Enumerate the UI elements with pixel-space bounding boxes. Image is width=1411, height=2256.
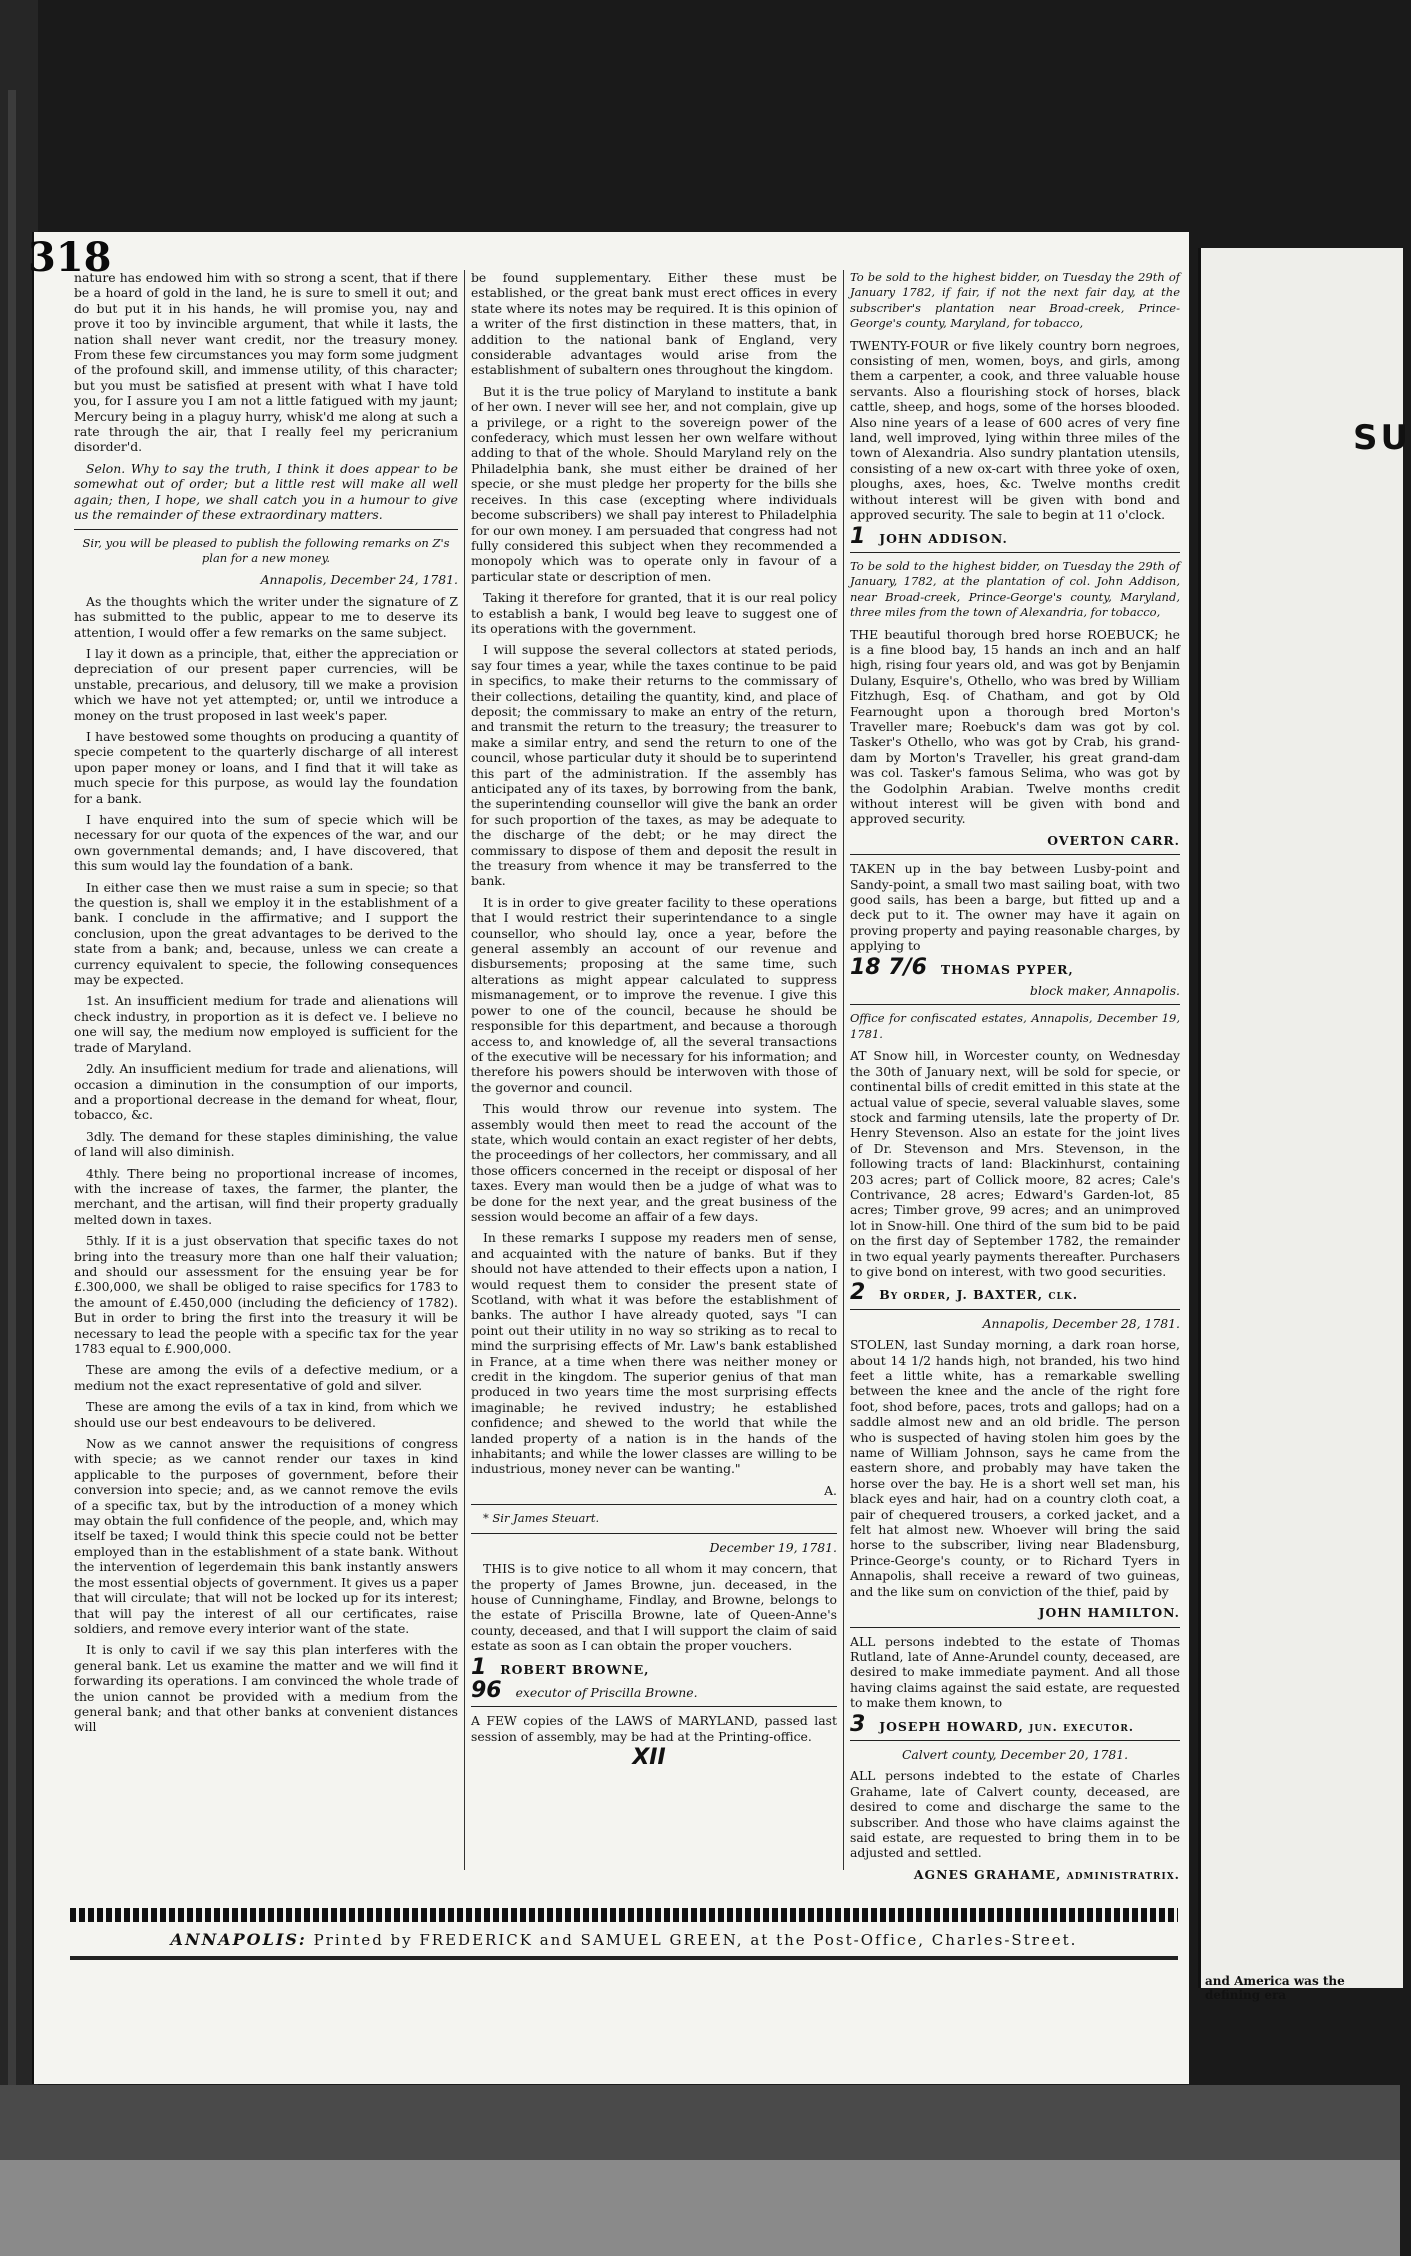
- dialogue-paragraph: Selon. Why to say the truth, I think it does appear to be somewhat out of order; but a little rest will make all well again; then, I hope, we shall catch you in a humour to give us the remainder of these extraordinary matters.: [74, 460, 458, 523]
- horse-sale-heading: To be sold to the highest bidder, on Tuesday the 29th of January, 1782, at the plantation of col. John Addison, near Broad-creek, Prince-George's county, Maryland, three miles from the town of Alexandria, for tobacco,: [850, 558, 1180, 620]
- signature-name: JOHN HAMILTON.: [1038, 1605, 1180, 1621]
- divider: [471, 1504, 837, 1505]
- divider: [74, 529, 458, 530]
- laws-notice: A FEW copies of the LAWS of MARYLAND, passed last session of assembly, may be had at the Printing-office.: [471, 1713, 837, 1744]
- signature-name: AGNES GRAHAME, administratrix.: [913, 1866, 1180, 1882]
- scanner-bed-light: [0, 2160, 1400, 2256]
- divider: [471, 1533, 837, 1534]
- signature-title: executor of Priscilla Browne.: [515, 1684, 698, 1700]
- divider: [850, 1627, 1180, 1628]
- signature-name: JOSEPH HOWARD, jun. executor.: [879, 1718, 1135, 1734]
- article-paragraph: It is in order to give greater facility to these operations that I would restrict their superintendance to a single counsellor, who should lay, once a year, before the general assembly an account of our revenue and disbursements; proposing at the same time, such alterations as might appear calculated to suppress mismanagement, or to improve the revenue. I give this power to one of the council, because he should be responsible for this department, and because a thorough access to, and knowledge of, all the several transactions of the executive will be necessary for his information; and therefore his powers should be interwoven with those of the governor and council.: [471, 894, 837, 1095]
- article-paragraph: In these remarks I suppose my readers men of sense, and acquainted with the nature of banks. But if they should not have attended to their effects upon a nation, I would request them to consider the present state of Scotland, with what it was before the establishment of banks. The author I have already quoted, says "I can point out their utility in no way so striking as to recal to mind the surprising effects of Mr. Law's bank established in France, at a time when there was neither money or credit in the kingdom. The superior genius of that man produced in two years time the most surprising effects imaginable; he revived industry; he established confidence; and shewed to the world that while the landed property of a nation is in the hands of the inhabitants; and while the lower classes are willing to be industrious, money never can be wanting.": [471, 1230, 837, 1477]
- stolen-dateline: Annapolis, December 28, 1781.: [982, 1315, 1180, 1331]
- signature-name: ROBERT BROWNE,: [500, 1661, 650, 1677]
- sale-signature: [850, 523, 1180, 549]
- handwritten-mark: 96: [471, 1677, 502, 1703]
- letter-request: Sir, you will be pleased to publish the following remarks on Z's plan for a new money.: [82, 535, 450, 565]
- notice-date: December 19, 1781.: [709, 1539, 837, 1555]
- article-paragraph: I lay it down as a principle, that, either the appreciation or depreciation of our present paper currencies, will be unstable, precarious, and delusory, till we make a provision which we have not yet attempted; or, until we introduce a money on the trust proposed in last week's paper.: [74, 645, 458, 723]
- signature-name: THOMAS PYPER,: [940, 961, 1074, 977]
- article-paragraph: Now as we cannot answer the requisitions of congress with specie; as we cannot render our taxes in kind applicable to the purposes of government, before their conversion into specie; and, as we cannot remove the evils of a specific tax, but by the introduction of a money which may obtain the full confidence of the people, and, which may itself be taxed; I would think this specie could not be better employed than in the establishment of a state bank. Without the intervention of legerdemain this bank instantly answers the most essential objects of government. It gives us a paper that will circulate; that will not be locked up for its interest; that will pay the interest of all our certificates, raise soldiers, and remove every interior want of the state.: [74, 1436, 458, 1636]
- notice-browne-title: [471, 1677, 837, 1703]
- signature-title: block maker, Annapolis.: [1029, 983, 1180, 999]
- article-paragraph: 2dly. An insufficient medium for trade and alienations, will occasion a diminution in the consumption of our imports, and a proportional decrease in the demand for wheat, flour, tobacco, &c.: [74, 1061, 458, 1123]
- handwritten-mark: 3: [850, 1711, 866, 1737]
- signature-name: OVERTON CARR.: [1047, 832, 1180, 848]
- boat-signature: [850, 954, 1180, 980]
- office-signature: [850, 1280, 1180, 1306]
- handwritten-amount: 18 7/6: [850, 954, 927, 980]
- divider: [471, 1706, 837, 1707]
- sale-body: TWENTY-FOUR or five likely country born negroes, consisting of men, women, boys, and girls, among them a carpenter, a cook, and three valuable house servants. Also a flourishing stock of horses, black cattle, sheep, and hogs, some of the horses blooded. Also nine years of a lease of 600 acres of very fine land, well improved, lying within three miles of the town of Alexandria. Also sundry plantation utensils, consisting of a new ox-cart with three yoke of oxen, ploughs, axes, hoes, &c. Twelve months credit without interest will be given with bond and approved security. The sale to begin at 11 o'clock.: [850, 337, 1180, 523]
- laws-mark: [471, 1745, 837, 1771]
- handwritten-mark: 1: [471, 1654, 487, 1680]
- divider: [850, 1740, 1180, 1741]
- adjacent-page-title: SU: [1353, 418, 1411, 458]
- article-paragraph: 5thly. If it is a just observation that specific taxes do not bring into the treasury more than one half their valuation; and should our assessment for the ensuing year be for £.300,000, we shall be obliged to raise specifics for 1783 to the amount of £.450,000 (including the deficiency of 1782). But in order to bring the first into the treasury it will be necessary to lead the people with a specific tax for the year 1783 equal to £.900,000.: [74, 1233, 458, 1356]
- article-paragraph: I have bestowed some thoughts on producing a quantity of specie competent to the quarterly discharge of all interest upon paper money or loans, and I find that it will take as much specie for this purpose, as would lay the foundation for a bank.: [74, 728, 458, 806]
- signature-name: By order, J. BAXTER, clk.: [879, 1287, 1079, 1303]
- office-notice: AT Snow hill, in Worcester county, on Wednesday the 30th of January next, will be sold for specie, or continental bills of credit emitted in this state at the actual value of specie, several valuable slaves, some stock and farming utensils, late the property of Dr. Henry Stevenson. Also an estate for the joint lives of Dr. Stevenson and Mrs. Stevenson, in the following tracts of land: Blackinhurst, containing 203 acres; part of Collick moore, 82 acres; Cale's Contrivance, 28 acres; Edward's Garden-lot, 85 acres; Timber grove, 99 acres; and an unimproved lot in Snow-hill. One third of the sum bid to be paid on the first day of September 1782, the remainder in two equal yearly payments thereafter. Purchasers to give bond on interest, with two good securities.: [850, 1048, 1180, 1279]
- article-paragraph: I have enquired into the sum of specie which will be necessary for our quota of the expences of the war, and our own governmental demands; and, I have discovered, that this sum would lay the foundation of a bank.: [74, 812, 458, 874]
- imprint-place: ANNAPOLIS:: [170, 1930, 307, 1949]
- sale-heading: To be sold to the highest bidder, on Tuesday the 29th of January 1782, if fair, if not the next fair day, at the subscriber's plantation near Broad-creek, Prince-George's county, Maryland, for tobacco,: [850, 270, 1180, 331]
- article-continuation: nature has endowed him with so strong a scent, that if there be a hoard of gold in the land, he is sure to smell it out; and do but put it in his hands, he will promise you, nay and prove it too by invincible argument, that while it lasts, the nation shall never want credit, nor the treasury money. From these few circumstances you may form some judgment of the profound skill, and immense utility, of this character; but you must be satisfied at present with what I have told you, for I assure you I am not a little fatigued with my jaunt; Mercury being in a plaguy hurry, whisk'd me along at such a rate through the air, that I really feel my pericranium disorder'd.: [74, 270, 458, 455]
- signature-name: JOHN ADDISON.: [879, 530, 1008, 546]
- adjacent-page: [1198, 248, 1411, 2002]
- calvert-notice: ALL persons indebted to the estate of Charles Grahame, late of Calvert county, deceased, are desired to come and discharge the same to the subscriber. And those who have claims against the said estate, are requested to bring them in to be adjusted and settled.: [850, 1768, 1180, 1861]
- column-middle: [471, 270, 837, 1774]
- handwritten-mark: XII: [632, 1745, 666, 1771]
- office-heading: Office for confiscated estates, Annapolis, December 19, 1781.: [850, 1011, 1180, 1041]
- article-paragraph: Taking it therefore for granted, that it is our real policy to establish a bank, I would beg leave to suggest one of its operations with the government.: [471, 590, 837, 636]
- ornament-border: [70, 1908, 1178, 1922]
- article-paragraph: be found supplementary. Either these must be established, or the great bank must erect offices in every state where its notes may be required. It is this opinion of a writer of the first distinction in these matters, that, in addition to the national bank of England, very considerable advantages would arise from the establishment of subaltern ones throughout the kingdom.: [471, 270, 837, 378]
- handwritten-mark: 1: [850, 523, 866, 549]
- adjacent-page-bottom-line: and America was the defining era: [1205, 1974, 1345, 2002]
- page-number: 318: [28, 234, 112, 281]
- article-signoff: A.: [824, 1482, 837, 1498]
- article-paragraph: But it is the true policy of Maryland to institute a bank of her own. I never will see her, and not complain, give up a privilege, or a right to the sovereign power of the confederacy, which must lessen her own welfare without adding to that of the whole. Should Maryland rely on the Philadelphia bank, she must either be drained of her specie, or she must pledge her property for the bills she receives. In this case (excepting where individuals become subscribers) we shall pay interest to Philadelphia for our own money. I am persuaded that congress had not fully considered this subject when they recommended a monopoly which was to operate only in favour of a particular state or description of men.: [471, 383, 837, 584]
- ornament-rule: [70, 1956, 1178, 1960]
- column-rule: [464, 270, 465, 1870]
- article-paragraph: In either case then we must raise a sum in specie; so that the question is, shall we employ it in the establishment of a bank. I conclude in the affirmative; and I support the conclusion, upon the great advantages to be derived to the state from a bank; and, because, unless we can create a currency equivalent to specie, the following consequences may be expected.: [74, 879, 458, 988]
- stolen-horse-notice: STOLEN, last Sunday morning, a dark roan horse, about 14 1/2 hands high, not branded, his two hind feet a little white, has a remarkable swelling between the knee and the ancle of the right fore foot, shod before, paces, trots and gallops; had on a saddle almost new and an old bridle. The person who is suspected of having stolen him goes by the name of William Johnson, says he came from the eastern shore, and probably may have taken the horse over the bay. He is a short well set man, his black eyes and hair, had on a country cloth coat, a pair of chequered trousers, a corked jacket, and a felt hat almost new. Whoever will bring the said horse to the subscriber, living near Bladensburg, Prince-George's county, or to Richard Tyers in Annapolis, shall receive a reward of two guineas, and the like sum on conviction of the thief, paid by: [850, 1337, 1180, 1599]
- calvert-dateline: Calvert county, December 20, 1781.: [901, 1746, 1129, 1762]
- article-paragraph: These are among the evils of a tax in kind, from which we should use our best endeavours to be delivered.: [74, 1399, 458, 1430]
- boat-notice: TAKEN up in the bay between Lusby-point and Sandy-point, a small two mast sailing boat, with two good sails, has been a barge, but fitted up and a deck put to it. The owner may have it again on proving property and paying reasonable charges, by applying to: [850, 861, 1180, 954]
- divider: [850, 1004, 1180, 1005]
- article-paragraph: It is only to cavil if we say this plan interferes with the general bank. Let us examine the matter and we will find it forwarding its operations. I am convinced the whole trade of the union cannot be provided with a medium from the general bank; and that other banks at convenient distances will: [74, 1642, 458, 1735]
- horse-sale-body: THE beautiful thorough bred horse ROEBUCK; he is a fine blood bay, 15 hands an inch and an half high, rising four years old, and was got by Benjamin Dulany, Esquire's, Othello, who was bred by William Fitzhugh, Esq. of Chatham, and got by Old Fearnought upon a thorough bred Morton's Traveller mare; Roebuck's dam was got by col. Tasker's Othello, who was got by Crab, his grand-dam by Morton's Traveller, his great grand-dam was col. Tasker's famous Selima, who was got by the Godolphin Arabian. Twelve months credit without interest will be given with bond and approved security.: [850, 626, 1180, 827]
- newspaper-page: [28, 232, 1189, 2084]
- imprint-text: Printed by FREDERICK and SAMUEL GREEN, at the Post-Office, Charles-Street.: [313, 1931, 1078, 1949]
- divider: [850, 854, 1180, 855]
- footnote: * Sir James Steuart.: [483, 1511, 600, 1526]
- article-paragraph: These are among the evils of a defective medium, or a medium not the exact representative of gold and silver.: [74, 1362, 458, 1393]
- column-right: [850, 270, 1180, 1888]
- scanner-border-stripe: [8, 90, 16, 2090]
- column-left: [74, 270, 458, 1741]
- rutland-signature: [850, 1711, 1180, 1737]
- article-paragraph: 1st. An insufficient medium for trade and alienations will check industry, in proportion as it is defect ve. I believe no one will say, the medium now employed is sufficient for the trade of Maryland.: [74, 993, 458, 1055]
- notice-browne: THIS is to give notice to all whom it may concern, that the property of James Browne, jun. deceased, in the house of Cunninghame, Findlay, and Browne, belongs to the estate of Priscilla Browne, late of Queen-Anne's county, deceased, and that I will support the claim of said estate as soon as I can obtain the proper vouchers.: [471, 1561, 837, 1654]
- letter-dateline: Annapolis, December 24, 1781.: [260, 572, 458, 588]
- handwritten-mark: 2: [850, 1280, 866, 1306]
- divider: [850, 552, 1180, 553]
- article-paragraph: This would throw our revenue into system. The assembly would then meet to read the account of the state, which would contain an exact register of her debts, the proceedings of her collectors, her commissary, and all those officers concerned in the receipt or disposal of her taxes. Every man would then be a judge of what was to be done for the next year, and the great business of the session would become an affair of a few days.: [471, 1101, 837, 1224]
- article-paragraph: 3dly. The demand for these staples diminishing, the value of land will also diminish.: [74, 1128, 458, 1160]
- article-paragraph: 4thly. There being no proportional increase of incomes, with the increase of taxes, the farmer, the planter, the merchant, and the artisan, will find their property gradually melted down in taxes.: [74, 1165, 458, 1227]
- article-paragraph: I will suppose the several collectors at stated periods, say four times a year, while the taxes continue to be paid in specifics, to make their returns to the commissary of their collections, detailing the quantity, kind, and place of deposit; the commissary to make an entry of the return, and transmit the return to the treasury; the treasurer to make a similar entry, and send the return to one of the council, whose particular duty it should be to superintend this part of the administration. If the assembly has anticipated any of its taxes, by borrowing from the bank, the superintending counsellor will give the bank an order for such proportion of the taxes, as may be adequate to the discharge of the debt; or he may direct the commissary to dispose of them and deposit the result in the treasury from whence it may be transferred to the bank.: [471, 642, 837, 889]
- printer-imprint: [70, 1930, 1178, 1949]
- article-paragraph: As the thoughts which the writer under the signature of Z has submitted to the public, appear to me to deserve its attention, I would offer a few remarks on the same subject.: [74, 593, 458, 640]
- column-rule: [843, 270, 844, 1870]
- notice-browne-signature: [471, 1654, 837, 1680]
- rutland-notice: ALL persons indebted to the estate of Thomas Rutland, late of Anne-Arundel county, deceased, are desired to make immediate payment. And all those having claims against the said estate, are requested to make them known, to: [850, 1633, 1180, 1711]
- divider: [850, 1309, 1180, 1310]
